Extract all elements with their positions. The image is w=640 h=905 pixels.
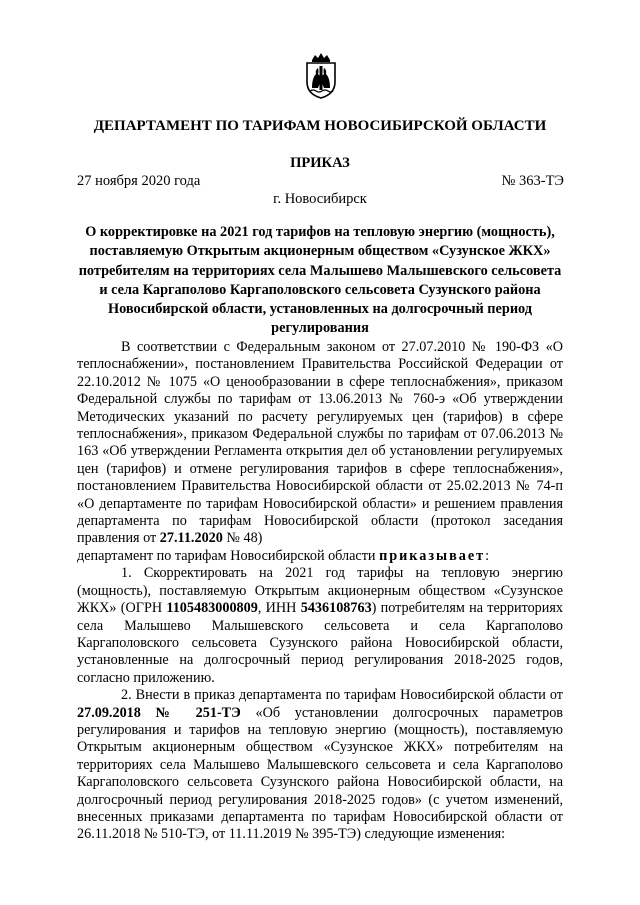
item-1-inn: 5436108763: [300, 600, 372, 617]
preamble-text: В соответствии с Федеральным законом от 27.07.2010 № 190-ФЗ «О теплоснабжении», постановлением Правительства Российской Федерации от 22.10.2012 № 1075 «О ценообразовании в сфере теплоснабжения», приказом Федеральной службы по тарифам от 13.06.2013 № 760-э «Об утверждении Методических указаний по расчету регулируемых цен (тарифов) в сфере теплоснабжения», приказом Федеральной службы по тарифам от 07.06.2013 № 163 «Об утверждении Регламента открытия дел об установлении регулируемых цен (тарифов) и отмене регулирования тарифов в сфере теплоснабжения», постановлением Правительства Новосибирской области от 25.02.2013 № 74-п «О департаменте по тарифам Новосибирской области» и решением правления департамента по тарифам Новосибирской области (протокол заседания правления от: [77, 339, 563, 547]
item-1-end: ) потребителям на территориях села Малышево Малышевского сельсовета и села Каргаполово Каргаполовского сельсовета Сузунского района Новосибирской области, установленные на долгосрочный период регулирования 2018-2025 годов, согласно приложению.: [77, 600, 563, 686]
order-title: ПРИКАЗ: [290, 155, 350, 171]
decree-lead: департамент по тарифам Новосибирской области: [77, 547, 380, 564]
order-date: 27 ноября 2020 года: [77, 173, 201, 189]
order-subject: О корректировке на 2021 год тарифов на тепловую энергию (мощность), поставляемую Открытым акционерным обществом «Сузунское ЖКХ» потребителям на территориях села Малышево Малышевского сельсовета и села Каргаполово Каргаполовского сельсовета Сузунского района Новосибирской области, установленных на долгосрочный период регулирования: [78, 224, 562, 337]
order-city: г. Новосибирск: [273, 191, 367, 207]
coat-of-arms-icon: [303, 52, 339, 100]
order-number: № 363-ТЭ: [501, 173, 564, 189]
item-2: [77, 687, 563, 844]
item-1-mid: , ИНН: [257, 600, 301, 617]
preamble-paragraph: [77, 339, 563, 548]
decree-colon: :: [485, 547, 490, 564]
item-1-ogrn: 1105483000809: [166, 600, 258, 617]
item-1-start: 1. Скорректировать на 2021 год тарифы на тепловую энергию (мощность), поставляемую Открытым акционерным обществом «Сузунское ЖКХ» (ОГРН: [77, 565, 563, 617]
decree-word: приказывает: [379, 547, 486, 564]
item-2-ref: 27.09.2018 № 251-ТЭ: [77, 704, 241, 721]
item-2-end: «Об установлении долгосрочных параметров регулирования и тарифов на тепловую энергию (мощность), поставляемую Открытым акционерным обществом «Сузунское ЖКХ» потребителям на территориях села Малышево Малышевского сельсовета и села Каргаполово Каргаполовского сельсовета Сузунского района Новосибирской области, на долгосрочный период регулирования 2018-2025 годов» (с учетом изменений, внесенных приказами департамента по тарифам Новосибирской области от 26.11.2018 № 510-ТЭ, от 11.11.2019 № 395-ТЭ) следующие изменения:: [77, 704, 563, 843]
decree-line: [77, 548, 563, 565]
item-1: [77, 565, 563, 687]
department-title: ДЕПАРТАМЕНТ ПО ТАРИФАМ НОВОСИБИРСКОЙ ОБЛАСТИ: [93, 118, 547, 134]
order-body: [77, 339, 563, 844]
item-2-start: 2. Внести в приказ департамента по тарифам Новосибирской области от: [121, 687, 563, 704]
protocol-date: 27.11.2020: [159, 530, 223, 547]
protocol-tail: № 48): [222, 530, 263, 547]
